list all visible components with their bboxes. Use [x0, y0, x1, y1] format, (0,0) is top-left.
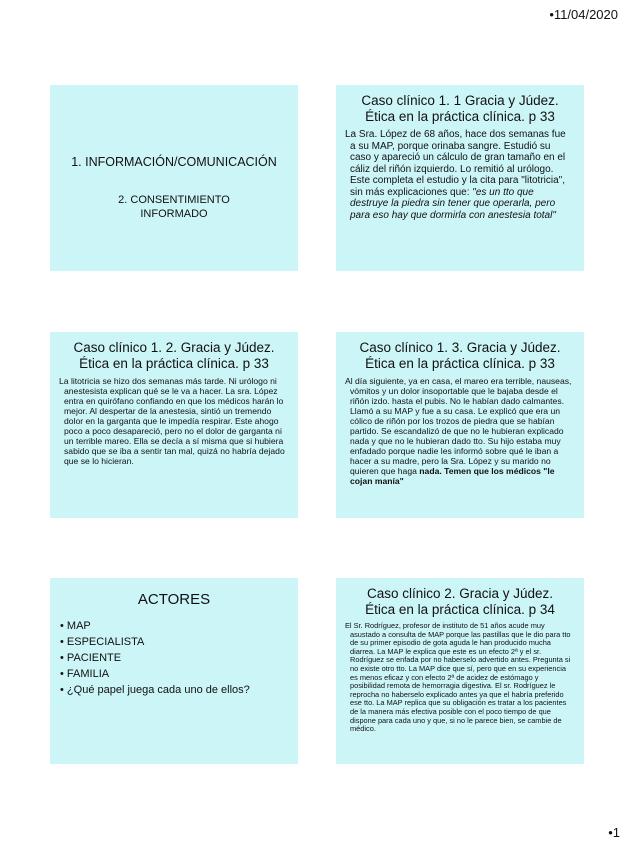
slide-3 [50, 332, 298, 518]
title-line-2: Ética en la práctica clínica. p 33 [365, 109, 555, 124]
slide-title [340, 93, 580, 125]
case-text: Al día siguiente, ya en casa, el mareo era terrible, nauseas, vómitos y un dolor insoportable que le bajaba desde el riñón izdo. hasta el pubis. No le habían dado calmantes. Llamó a su MAP y fue a su casa. Le explicó que era un cólico de riñón por los trozos de piedra que se habían partido. Se escandalizó de que no le hubieran explicado nada y que no le hubieran dado tto. Su hijo estaba muy enfadado porque nadie les informó sobre qué le iban a hacer a su madre, pero la Sra. López y su marido no quieren que haga [345, 376, 572, 476]
actors-list [50, 618, 298, 698]
slide-title [340, 586, 580, 618]
title-line-1: Caso clínico 1. 1 Gracia y Júdez. [361, 93, 559, 108]
list-item: • ¿Qué papel juega cada uno de ellos? [60, 682, 298, 698]
slide-title: ACTORES [137, 591, 211, 608]
list-item: • FAMILIA [60, 666, 298, 682]
slide-heading: 1. INFORMACIÓN/COMUNICACIÓN [71, 155, 277, 169]
page-number: •1 [608, 825, 620, 840]
case-text: El Sr. Rodríguez, profesor de instituto de 51 años acude muy asustado a consulta de MAP porque las pastillas que le dio para tto de su primer episodio de gota aguda le han producido mucha diarrea. La MAP le explica que este es un efecto 2ª y el sr. Rodríguez se enfada por no haberselo advertido antes. Pregunta si no existe otro tto. La MAP dice que sí, pero que en su experiencia es menos eficaz y con efecto 2ª de acidez de estómago y posibilidad remota de hemorragia digestiva. El sr. Rodríguez le reprocha no haberselo explicado antes ya que el habría preferido ese tto. La MAP replica que su obligación es tratar a los pacientes de la manera más efectiva posible con el poco tiempo de que dispone para cada uno y que, si no le parece bien, se cambie de médico. [345, 621, 571, 734]
print-date: •11/04/2020 [549, 7, 618, 22]
list-item: • PACIENTE [60, 650, 298, 666]
slide-5 [50, 578, 298, 764]
slide-subheading [50, 193, 298, 221]
title-line-1: Caso clínico 2. Gracia y Júdez. [366, 586, 554, 601]
case-text: La litotricia se hizo dos semanas más tarde. Ni urólogo ni anestesista explican qué se le va a hacer. La sra. López entra en quirófano confiando en que los médicos harán lo mejor. Al despertar de la anestesia, sintió un tremendo dolor en la garganta que le impedía respirar. Este ahogo poco a poco desapareció, pero no el dolor de garganta ni un terrible mareo. Ella se decía a sí misma que si hubiera sabido que se iba a sentir tan mal, quizá no habría dejado que se lo hicieran. [59, 376, 285, 466]
slide-text [336, 376, 584, 486]
slide-text [336, 129, 584, 221]
slide-6 [336, 578, 584, 764]
list-item: • ESPECIALISTA [60, 634, 298, 650]
case-text: La Sra. López de 68 años, hace dos semanas fue a su MAP, porque orinaba sangre. Estudió su caso y apareció un cálculo de gran tamaño en el cáliz del riñón izquierdo. Lo remitió al urólogo. Este completa el estudio y la cita para "litotricia", sin más explicaciones que: [345, 129, 566, 198]
subheading-line-1: 2. CONSENTIMIENTO [118, 194, 230, 206]
slide-4 [336, 332, 584, 518]
case-text-bold: nada. Temen que los médicos "le cojan manía" [350, 466, 555, 486]
slide-title [340, 340, 580, 372]
title-line-1: Caso clínico 1. 3. Gracia y Júdez. [359, 340, 561, 355]
title-line-1: Caso clínico 1. 2. Gracia y Júdez. [73, 340, 275, 355]
slide-1 [50, 85, 298, 271]
list-item: • MAP [60, 618, 298, 634]
title-line-2: Ética en la práctica clínica. p 34 [365, 602, 555, 617]
title-line-2: Ética en la práctica clínica. p 33 [79, 356, 269, 371]
case-quote: "es un tto que destruye la piedra sin tener que operarla, pero para eso hay que dormirla con anestesia total" [350, 186, 556, 221]
subheading-line-2: INFORMADO [140, 208, 208, 220]
title-line-2: Ética en la práctica clínica. p 33 [365, 356, 555, 371]
slide-2 [336, 85, 584, 271]
slide-title [54, 340, 294, 372]
